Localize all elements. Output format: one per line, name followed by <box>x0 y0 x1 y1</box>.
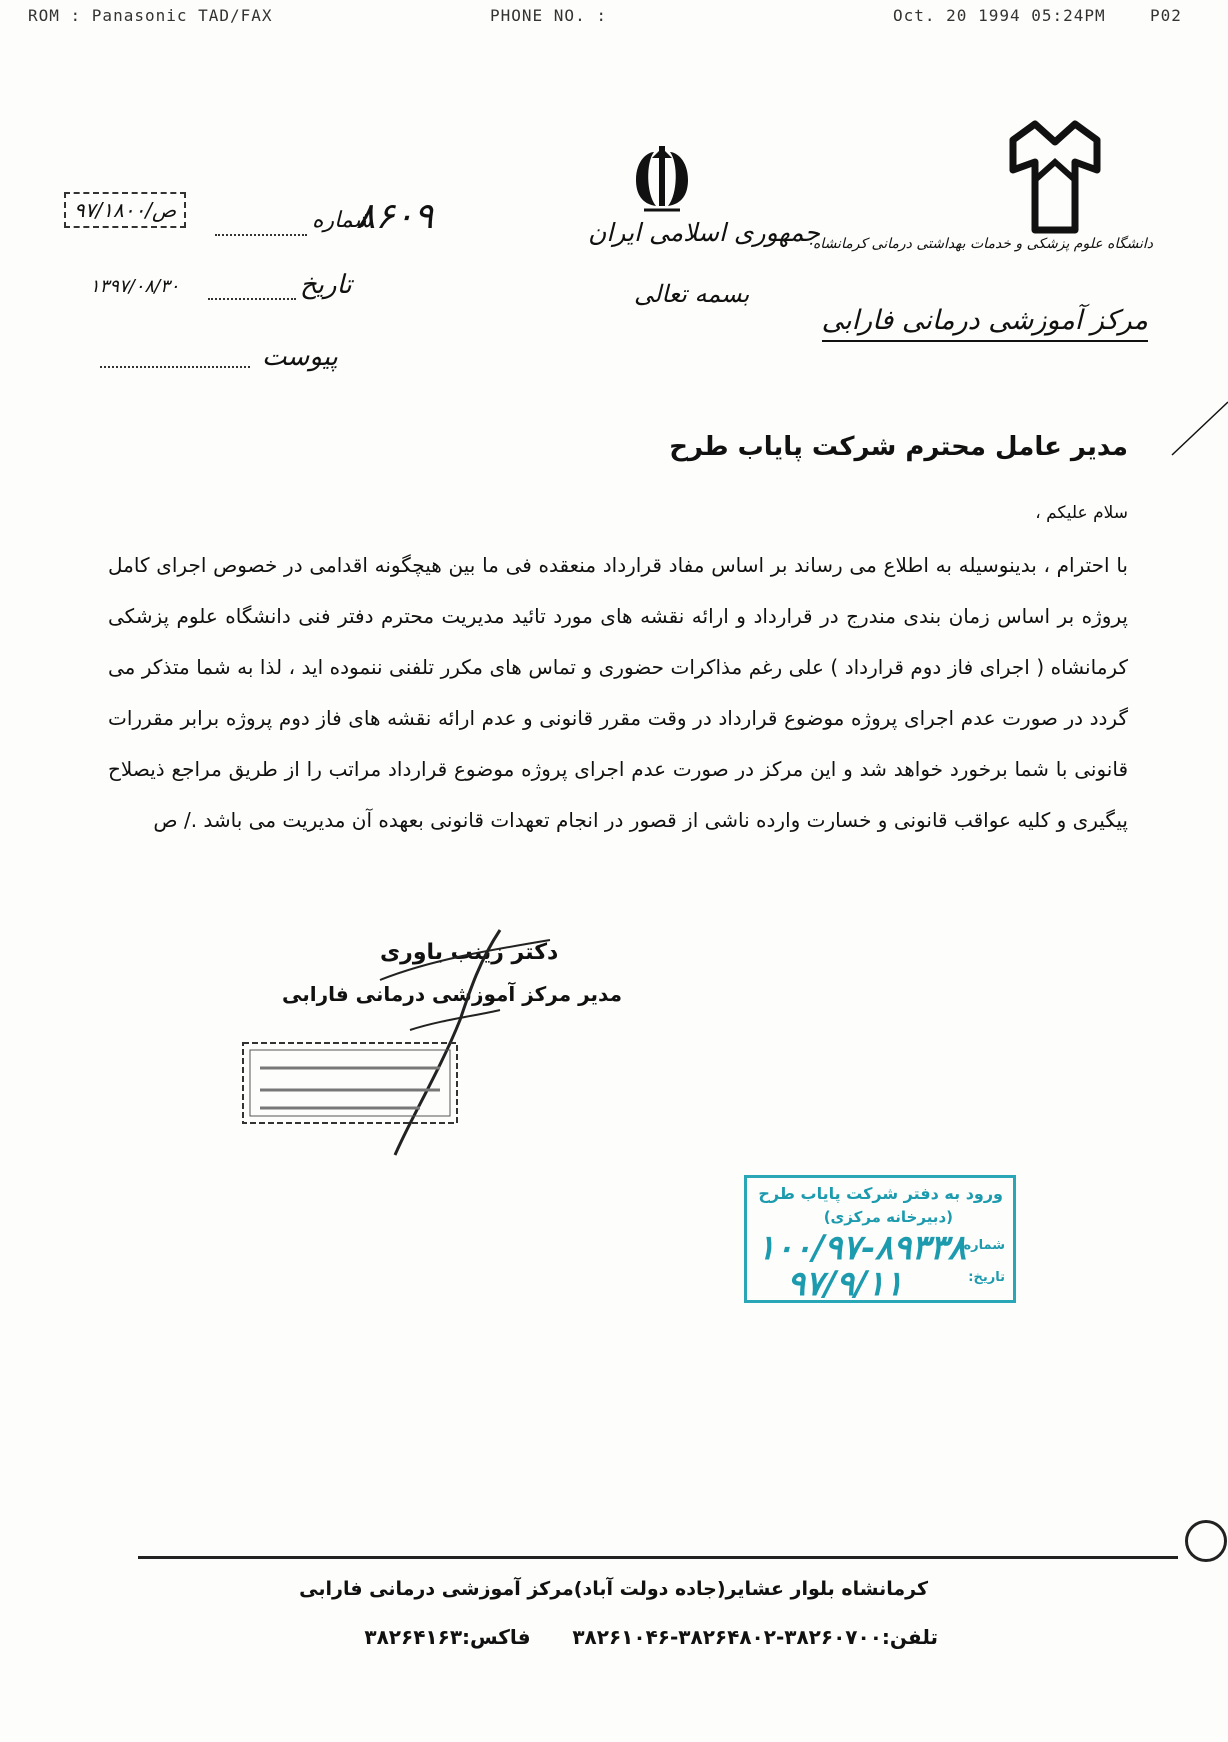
footer-address: کرمانشاه بلوار عشایر(جاده دولت آباد)مرکز آموزشی درمانی فارابی <box>299 1578 928 1600</box>
center-name: مرکز آموزشی درمانی فارابی <box>822 305 1148 342</box>
receipt-stamp-date: ۹۷/۹/۱۱ <box>787 1264 904 1304</box>
letter-body: با احترام ، بدینوسیله به اطلاع می رساند بر اساس مفاد قرارداد منعقده فی ما بین هیچگونه اقدامی در خصوص اجرای کامل پروژه بر اساس زمان بندی مندرج در قرارداد و ارائه نقشه های مورد تائید مدیریت محترم دفتر فنی دانشگاه علوم پزشکی کرمانشاه ( اجرای فاز دوم قرارداد ) علی رغم مذاکرات حضوری و تماس های مکرر تلفنی ننموده اید ، لذا به شما متذکر می گردد در صورت عدم اجرای پروژه موضوع قرارداد در وقت مقرر قانونی و عدم ارائه نقشه های فاز دوم پروژه برابر مقررات قانونی با شما برخورد خواهد شد و این مرکز در صورت عدم اجرای پروژه موضوع قرارداد مراتب را از طریق مراجع ذیصلاح پیگیری و کلیه عواقب قانونی و خسارت وارده ناشی از قصور در انجام تعهدات قانونی بعهده آن مدیریت می باشد ./ ص <box>108 553 1128 832</box>
footer-fax-label: فاکس: <box>462 1625 531 1649</box>
center-seal <box>240 1040 460 1126</box>
receipt-stamp-heading: ورود به دفتر شرکت پایاب طرح <box>758 1184 1003 1203</box>
receipt-stamp-number-label: شماره: <box>958 1238 1005 1253</box>
recipient: مدیر عامل محترم شرکت پایاب طرح <box>669 432 1128 462</box>
signer-name: دکتر زینب یاوری <box>380 940 559 965</box>
date-dots <box>208 282 296 300</box>
receipt-stamp <box>744 1175 1016 1303</box>
republic-title: جمهوری اسلامی ایران <box>588 218 820 247</box>
fax-date: Oct. 20 1994 05:24PM <box>893 6 1106 25</box>
fax-page: P02 <box>1150 6 1182 25</box>
fax-sender: ROM : Panasonic TAD/FAX <box>28 6 273 25</box>
iran-emblem-icon <box>622 140 702 220</box>
number-value: ۸۶۰۹ <box>356 196 434 237</box>
footer-phone-value: ۳۸۲۶۰۷۰۰-۳۸۲۶۴۸۰۲-۳۸۲۶۱۰۴۶ <box>572 1625 882 1649</box>
recipient-slash-mark <box>1170 400 1228 460</box>
footer-divider <box>138 1556 1178 1559</box>
receipt-stamp-number: ۱۰۰/۹۷-۸۹۳۳۸ <box>757 1228 967 1268</box>
footer-circle-mark <box>1185 1520 1227 1562</box>
number-label: شماره <box>312 208 373 233</box>
attachment-dots <box>100 350 250 368</box>
footer-phone-label: تلفن: <box>881 1625 938 1649</box>
date-value: ۱۳۹۷/۰۸/۳۰ <box>90 276 180 297</box>
greeting: سلام علیکم ، <box>1035 503 1128 523</box>
university-logo-icon <box>1005 120 1105 242</box>
attachment-label: پیوست <box>262 342 338 372</box>
receipt-stamp-date-label: تاریخ: <box>968 1270 1005 1285</box>
signer-title: مدیر مرکز آموزشی درمانی فارابی <box>282 982 622 1006</box>
university-logo <box>1005 120 1105 242</box>
footer-fax-value: ۳۸۲۶۴۱۶۳ <box>364 1625 463 1649</box>
fax-phone: PHONE NO. : <box>490 6 607 25</box>
number-dots <box>215 218 307 236</box>
university-name: دانشگاه علوم پزشکی و خدمات بهداشتی درمانی کرمانشاه <box>812 236 1153 252</box>
bismillah: بسمه تعالی <box>634 280 750 308</box>
footer-contact <box>364 1625 938 1649</box>
date-label: تاریخ <box>300 270 352 300</box>
iran-emblem <box>622 140 702 220</box>
number-boxed: ۹۷/۱۸۰۰/ص <box>64 192 186 228</box>
receipt-stamp-subheading: (دبیرخانه مرکزی) <box>823 1208 953 1226</box>
